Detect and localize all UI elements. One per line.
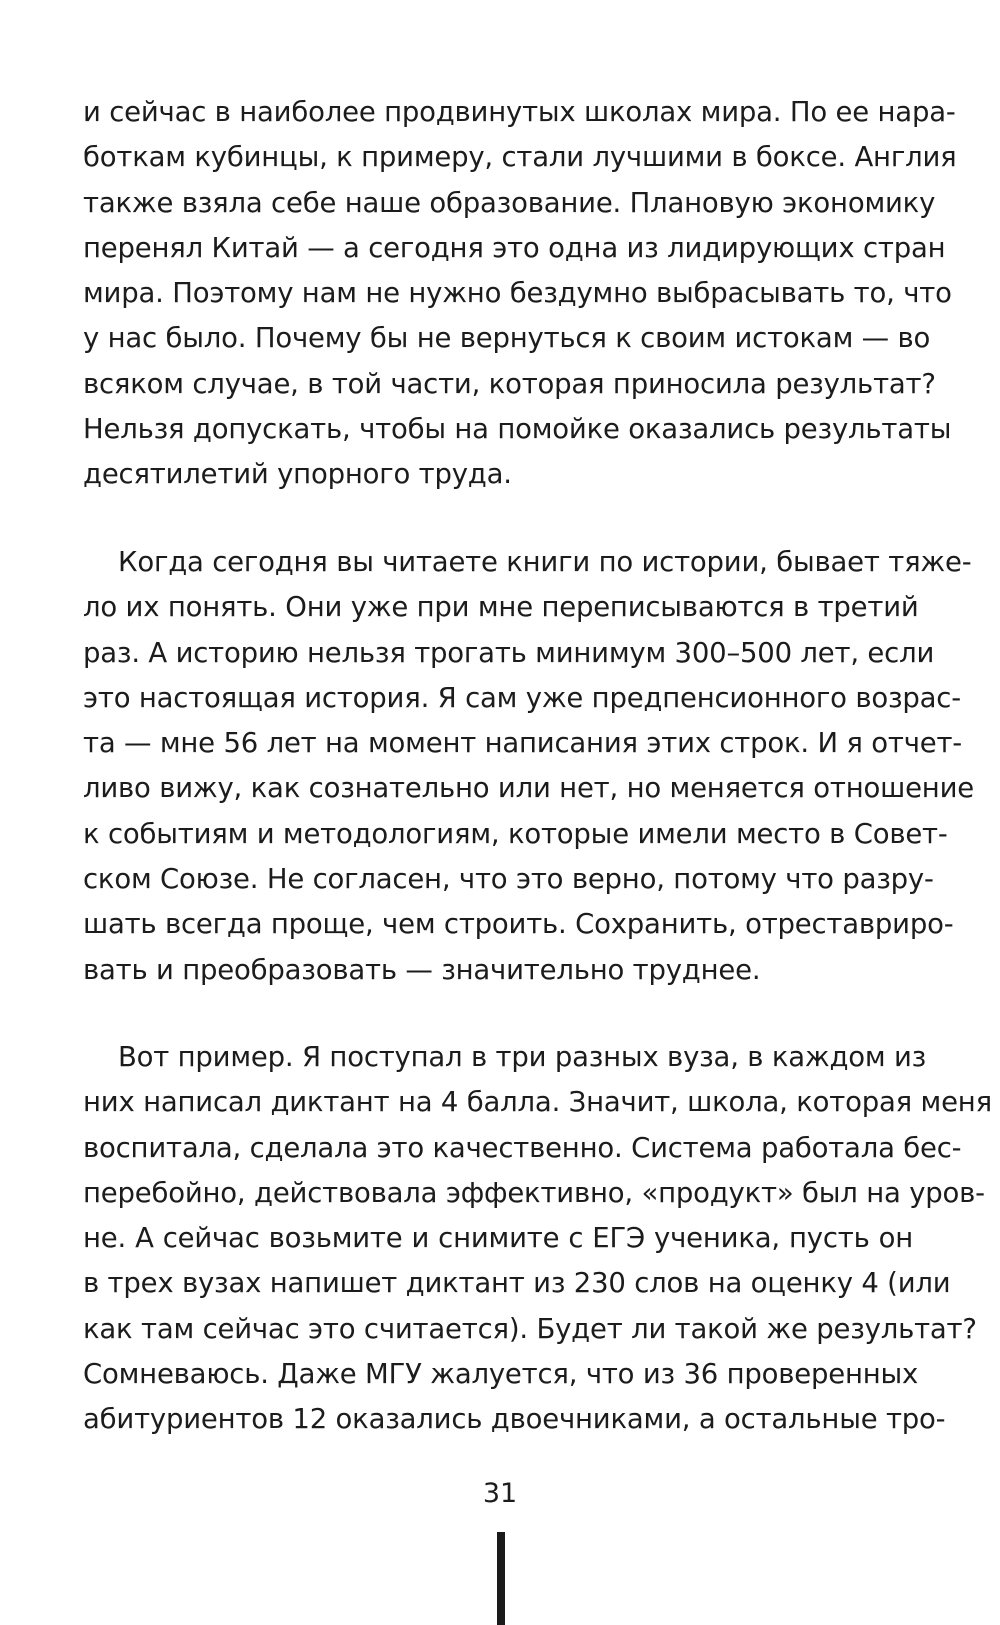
text-line: всяком случае, в той части, которая приносила результат? bbox=[83, 367, 936, 400]
text-line: абитуриентов 12 оказались двоечниками, а остальные тро- bbox=[83, 1403, 946, 1436]
paragraph-3 bbox=[83, 1035, 992, 1443]
text-line: Когда сегодня вы читаете книги по истории, бывает тяже- bbox=[118, 546, 972, 578]
text-line: них написал диктант на 4 балла. Значит, школа, которая меня bbox=[83, 1086, 992, 1119]
text-line: та — мне 56 лет на момент написания этих строк. И я отчет- bbox=[83, 727, 963, 760]
text-line: это настоящая история. Я сам уже предпенсионного возрас- bbox=[83, 681, 961, 714]
text-line: Нельзя допускать, чтобы на помойке оказались результаты bbox=[83, 413, 952, 446]
page-number: 31 bbox=[482, 1478, 518, 1509]
text-line: также взяла себе наше образование. Плановую экономику bbox=[83, 186, 936, 219]
text-line: как там сейчас это считается). Будет ли такой же результат? bbox=[83, 1312, 977, 1345]
paragraph-2 bbox=[83, 540, 974, 993]
text-line: шать всегда проще, чем строить. Сохранить, отреставриро- bbox=[83, 908, 954, 941]
text-line: в трех вузах напишет диктант из 230 слов на оценку 4 (или bbox=[83, 1267, 951, 1300]
text-line: раз. А историю нельзя трогать минимум 300–500 лет, если bbox=[83, 636, 935, 669]
text-line: ло их понять. Они уже при мне переписываются в третий bbox=[83, 591, 919, 624]
text-line: Сомневаюсь. Даже МГУ жалуется, что из 36 проверенных bbox=[83, 1358, 919, 1391]
text-line: боткам кубинцы, к примеру, стали лучшими в боксе. Англия bbox=[83, 141, 957, 174]
text-line: у нас было. Почему бы не вернуться к своим истокам — во bbox=[83, 322, 931, 355]
text-line: ливо вижу, как сознательно или нет, но меняется отношение bbox=[83, 772, 974, 805]
page-edge-marker bbox=[497, 1532, 505, 1625]
text-line: и сейчас в наиболее продвинутых школах мира. По ее нара- bbox=[83, 96, 956, 128]
text-line: десятилетий упорного труда. bbox=[83, 458, 512, 491]
text-line: к событиям и методологиям, которые имели место в Совет- bbox=[83, 817, 948, 850]
text-line: вать и преобразовать — значительно труднее. bbox=[83, 953, 761, 986]
text-line: Вот пример. Я поступал в три разных вуза, в каждом из bbox=[118, 1041, 927, 1073]
text-line: мира. Поэтому нам не нужно бездумно выбрасывать то, что bbox=[83, 277, 952, 310]
paragraph-1 bbox=[83, 90, 957, 498]
text-line: перенял Китай — а сегодня это одна из лидирующих стран bbox=[83, 231, 946, 264]
text-line: перебойно, действовала эффективно, «продукт» был на уров- bbox=[83, 1176, 985, 1209]
text-line: воспитала, сделала это качественно. Система работала бес- bbox=[83, 1131, 962, 1164]
text-line: ском Союзе. Не согласен, что это верно, потому что разру- bbox=[83, 863, 934, 896]
text-line: не. А сейчас возьмите и снимите с ЕГЭ ученика, пусть он bbox=[83, 1222, 913, 1255]
